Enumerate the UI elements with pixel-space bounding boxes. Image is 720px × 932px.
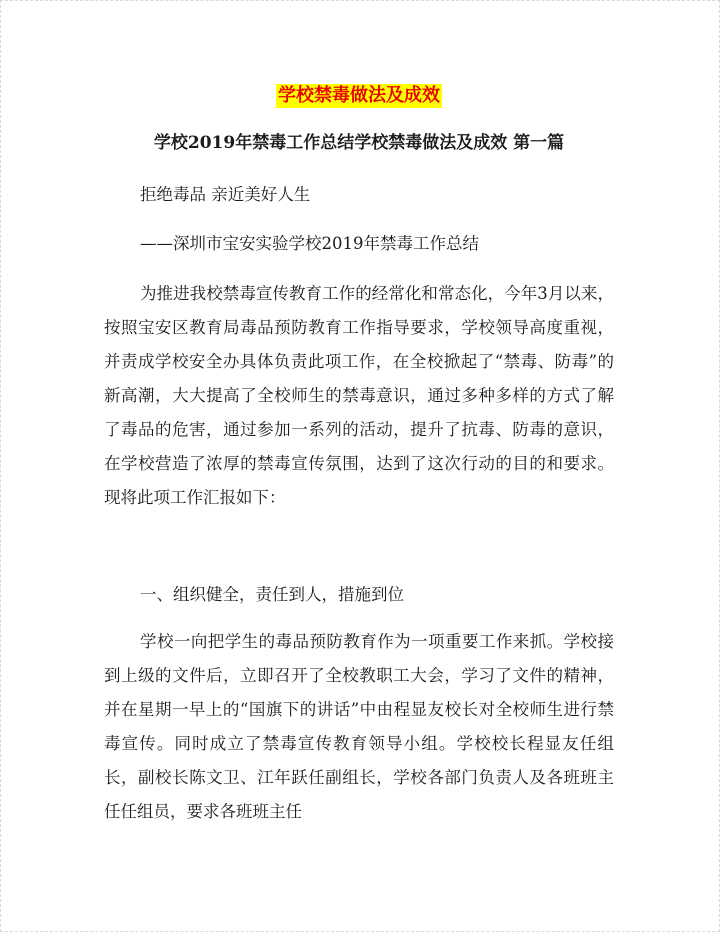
document-subtitle: 学校2019年禁毒工作总结学校禁毒做法及成效 第一篇 bbox=[153, 133, 565, 153]
section-heading-1: 一、组织健全，责任到人，措施到位 bbox=[140, 585, 404, 604]
paragraph-organization: 学校一向把学生的毒品预防教育作为一项重要工作来抓。学校接到上级的文件后，立即召开了全校教职工大会，学习了文件的精神，并在星期一早上的“国旗下的讲话”中由程显友校长对全校师生进行禁毒宣传。同时成立了禁毒宣传教育领导小组。学校校长程显友任组长，副校长陈文卫、江年跃任副组长，学校各部门负责人及各班班主任任组员，要求各班班主任 bbox=[104, 632, 614, 821]
paragraph-intro: 为推进我校禁毒宣传教育工作的经常化和常态化，今年3月以来，按照宝安区教育局毒品预防教育工作指导要求，学校领导高度重视，并责成学校安全办具体负责此项工作，在全校掀起了“禁毒、防毒”的新高潮，大大提高了全校师生的禁毒意识，通过多种多样的方式了解了毒品的危害，通过参加一系列的活动，提升了抗毒、防毒的意识，在学校营造了浓厚的禁毒宣传氛围，达到了这次行动的目的和要求。现将此项工作汇报如下： bbox=[104, 284, 614, 507]
document-title: 学校禁毒做法及成效 bbox=[278, 85, 440, 106]
byline: ——深圳市宝安实验学校2019年禁毒工作总结 bbox=[140, 234, 479, 253]
slogan-line: 拒绝毒品 亲近美好人生 bbox=[140, 185, 311, 204]
title-container bbox=[104, 84, 614, 108]
